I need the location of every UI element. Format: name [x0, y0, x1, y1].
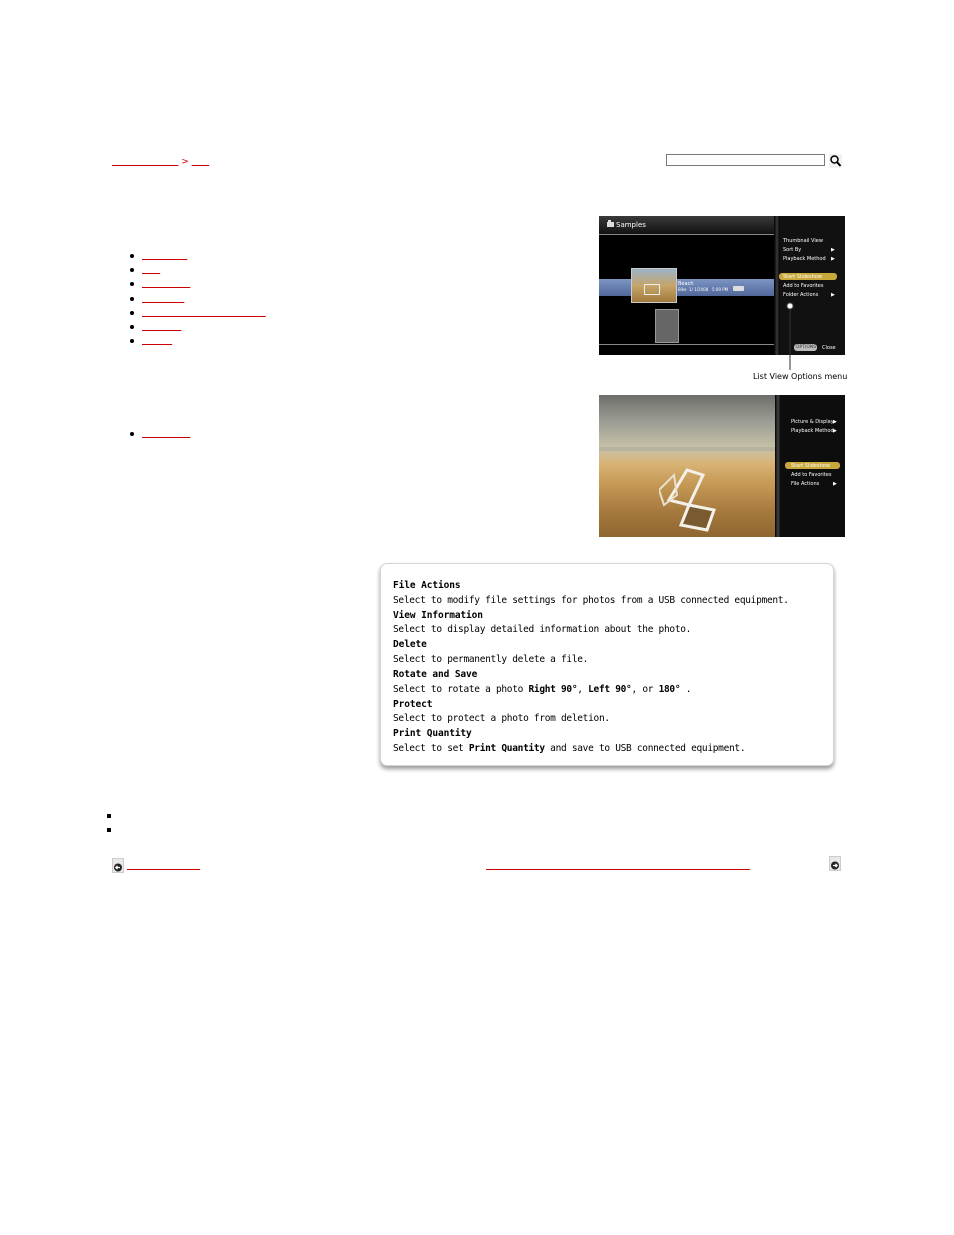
menu-item[interactable]: Start Slideshow — [791, 463, 830, 469]
related-link[interactable] — [142, 428, 190, 439]
list-item — [128, 277, 266, 291]
topic-link[interactable] — [142, 307, 266, 318]
list-item — [128, 306, 266, 320]
topic-link[interactable] — [142, 278, 190, 289]
item-title: Rotate and Save — [393, 669, 478, 680]
thumbnail-beach — [631, 268, 677, 303]
topic-link[interactable] — [142, 293, 184, 304]
callout-pointer — [784, 300, 796, 375]
menu-item[interactable]: Playback Method — [791, 428, 834, 434]
menu-item[interactable]: Playback Method — [783, 256, 826, 262]
square-bullet — [107, 828, 111, 832]
breadcrumb-home-link[interactable] — [112, 154, 178, 167]
arrow-left-icon — [113, 861, 123, 874]
breadcrumb-current-link[interactable] — [192, 154, 209, 167]
prev-page-button[interactable] — [112, 858, 124, 873]
prev-page-link[interactable] — [127, 860, 200, 871]
list-item — [128, 263, 266, 277]
callout-label: List View Options menu — [753, 372, 848, 381]
chevron-right-icon: ▶ — [833, 428, 837, 434]
item-title: Delete — [393, 639, 427, 650]
item-title: File Actions — [393, 580, 461, 591]
close-label: Close — [822, 345, 836, 351]
item-title: Print Quantity — [393, 728, 472, 739]
item-description: Select to modify file settings for photos from a USB connected equipment. — [393, 595, 789, 606]
item-description: Select to rotate a photo Right 90°, Left 90°, or 180° . — [393, 684, 692, 695]
photo-view-screenshot — [599, 395, 845, 537]
list-view-screenshot — [599, 216, 845, 355]
chevron-right-icon: ▶ — [831, 247, 835, 253]
item-description: Select to permanently delete a file. — [393, 654, 589, 665]
search-input[interactable] — [666, 154, 825, 166]
menu-item[interactable]: File Actions — [791, 481, 820, 487]
menu-item[interactable]: Add to Favorites — [783, 283, 824, 289]
chevron-right-icon: ▶ — [831, 292, 835, 298]
menu-item[interactable]: Picture & Display — [791, 419, 834, 425]
menu-item[interactable]: Thumbnail View — [783, 238, 823, 244]
list-item — [128, 427, 190, 441]
item-detail: 5:00 PM — [712, 287, 729, 292]
search-button[interactable] — [829, 153, 842, 167]
beach-chair-image — [659, 465, 719, 535]
chevron-right-icon: ▶ — [833, 481, 837, 487]
item-detail: 1/ 1/2008 — [689, 287, 709, 292]
topic-link[interactable] — [142, 335, 172, 346]
menu-item[interactable]: Sort By — [783, 247, 802, 253]
folder-icon — [607, 220, 614, 227]
item-description: Select to protect a photo from deletion. — [393, 713, 610, 724]
menu-item[interactable]: Add to Favorites — [791, 472, 832, 478]
topic-link[interactable] — [142, 264, 160, 275]
thumbnail-second — [655, 309, 679, 343]
topics-link-list — [128, 249, 266, 348]
item-name: Beach — [678, 281, 694, 287]
options-button-label: OPTIONS — [796, 345, 817, 350]
search-icon — [829, 154, 842, 168]
list-item — [128, 334, 266, 348]
next-page-link[interactable] — [486, 860, 750, 871]
related-link-list — [128, 427, 190, 441]
screen-header-title: Samples — [616, 221, 646, 229]
list-item — [128, 292, 266, 306]
options-description-panel — [380, 563, 834, 766]
chevron-right-icon: ▶ — [833, 419, 837, 425]
item-description: Select to set Print Quantity and save to USB connected equipment. — [393, 743, 746, 754]
topic-link[interactable] — [142, 321, 181, 332]
breadcrumb — [112, 154, 209, 167]
chevron-right-icon: ▶ — [831, 256, 835, 262]
menu-item[interactable]: Folder Actions — [783, 292, 819, 298]
breadcrumb-separator: > — [178, 157, 192, 167]
list-item — [128, 249, 266, 263]
item-title: View Information — [393, 610, 483, 621]
topic-link[interactable] — [142, 250, 187, 261]
beach-photo — [599, 395, 777, 537]
arrow-right-icon — [830, 859, 840, 872]
square-bullet — [107, 814, 111, 818]
menu-item[interactable]: Start Slideshow — [783, 274, 822, 280]
next-page-button[interactable] — [829, 856, 841, 871]
item-description: Select to display detailed information about the photo. — [393, 624, 692, 635]
item-title: Protect — [393, 699, 433, 710]
item-detail: Bike — [678, 287, 687, 292]
list-item — [128, 320, 266, 334]
